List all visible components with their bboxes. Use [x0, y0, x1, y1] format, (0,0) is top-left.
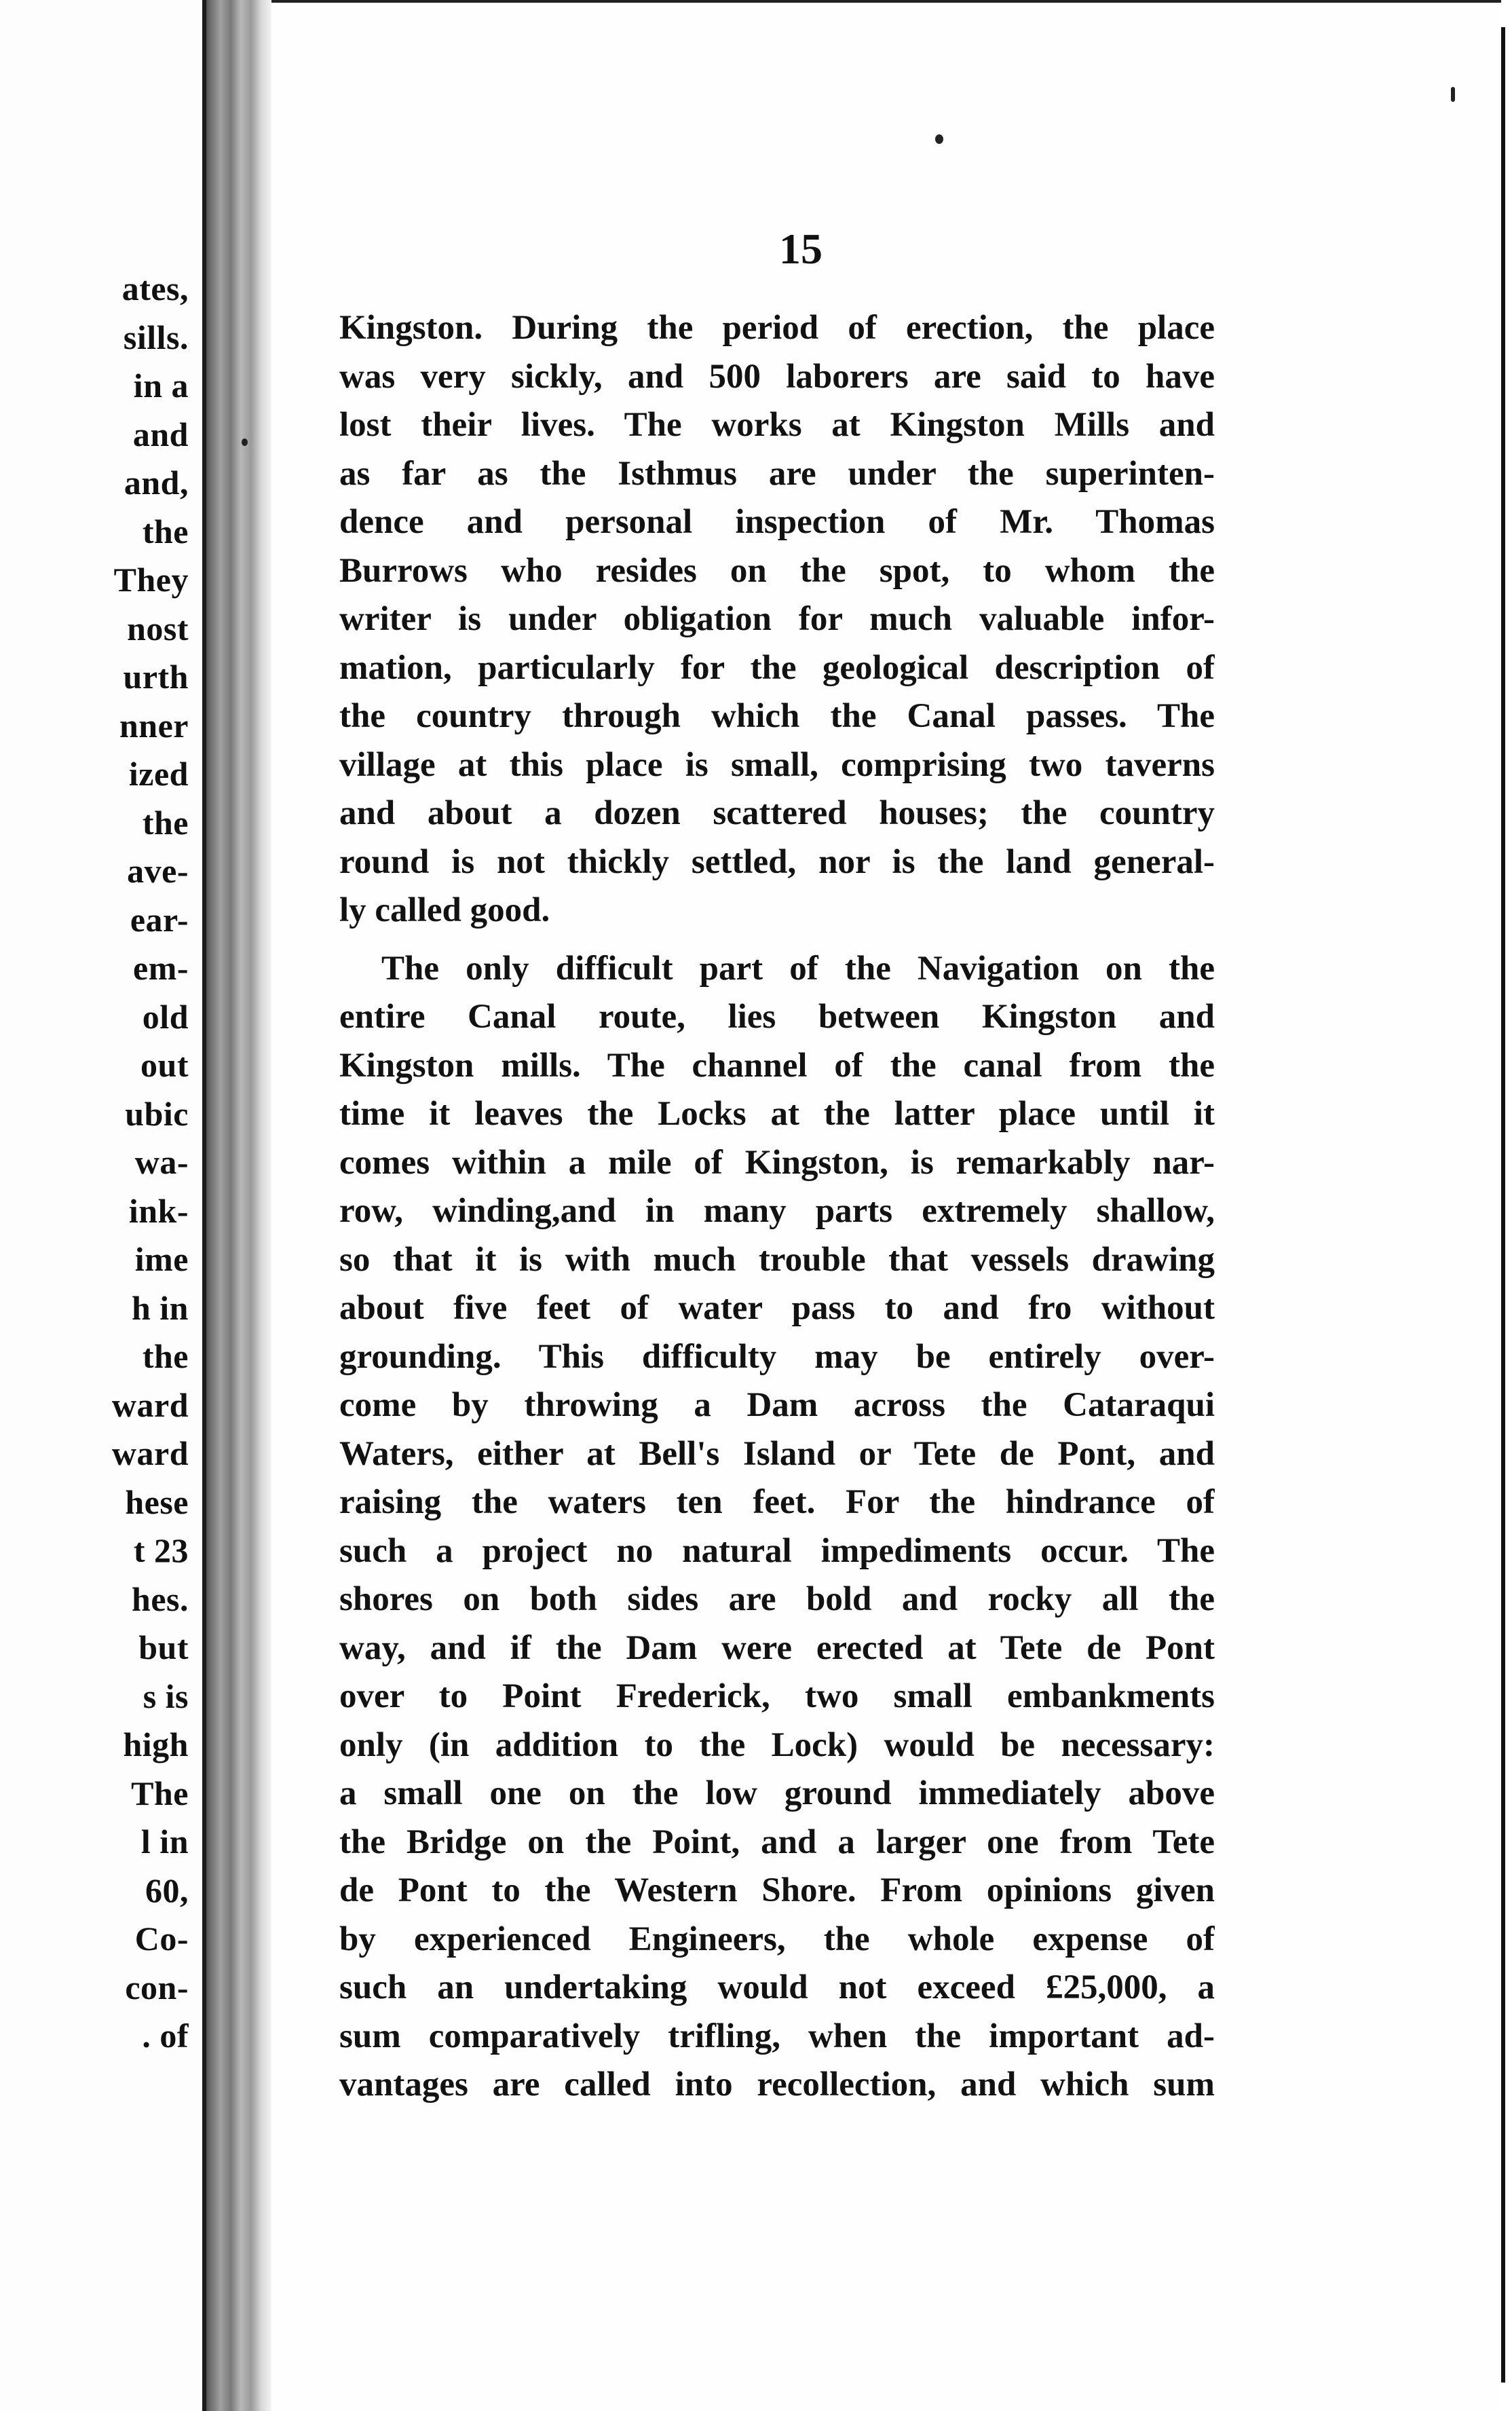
- previous-page-line-ending: l in: [140, 1823, 189, 1861]
- gutter-edge: [202, 0, 206, 2411]
- previous-page-line-ending: hes.: [132, 1580, 189, 1618]
- text-line: grounding. This difficulty may be entirely over-: [339, 1337, 1215, 1376]
- previous-page-line-ending: ink-: [128, 1191, 189, 1230]
- text-line: ly called good.: [339, 891, 550, 929]
- text-line: raising the waters ten feet. For the hindrance of: [339, 1483, 1215, 1521]
- text-line: only (in addition to the Lock) would be necessary:: [339, 1725, 1215, 1764]
- previous-page-line-ending: sills.: [123, 318, 189, 356]
- text-line: such an undertaking would not exceed £25,000, a: [339, 1968, 1215, 2006]
- text-line: lost their lives. The works at Kingston Mills and: [339, 406, 1215, 444]
- previous-page-line-ending: ates,: [121, 269, 189, 307]
- previous-page-line-ending: the: [142, 803, 189, 842]
- text-line: about five feet of water pass to and fro without: [339, 1289, 1215, 1327]
- previous-page-line-ending: in a: [133, 367, 189, 405]
- body-text: [339, 304, 1215, 2110]
- page-number: 15: [779, 225, 823, 273]
- previous-page-line-ending: urth: [123, 658, 189, 696]
- text-line: so that it is with much trouble that vessels drawing: [339, 1240, 1215, 1279]
- previous-page-line-ending: wa-: [134, 1143, 189, 1181]
- text-line: way, and if the Dam were erected at Tete de Pont: [339, 1628, 1215, 1667]
- text-line: Kingston. During the period of erection, the place: [339, 309, 1215, 347]
- text-line: such a project no natural impediments occur. The: [339, 1531, 1215, 1570]
- previous-page-line-ending: ized: [128, 755, 189, 793]
- text-line: comes within a mile of Kingston, is remarkably nar-: [339, 1143, 1215, 1182]
- paragraph: [339, 945, 1215, 2110]
- previous-page-fragment: [0, 0, 204, 2411]
- text-line: and about a dozen scattered houses; the country: [339, 794, 1215, 832]
- text-line: the country through which the Canal passes. The: [339, 697, 1215, 735]
- text-line: Waters, either at Bell's Island or Tete de Pont, and: [339, 1434, 1215, 1473]
- text-line: a small one on the low ground immediately above: [339, 1774, 1215, 1812]
- text-line: row, winding,and in many parts extremely shallow,: [339, 1192, 1215, 1230]
- scan-speck: [1451, 87, 1455, 102]
- previous-page-line-ending: 60,: [145, 1871, 189, 1909]
- text-line: shores on both sides are bold and rocky all the: [339, 1580, 1215, 1618]
- text-line: Burrows who resides on the spot, to whom the: [339, 551, 1215, 590]
- previous-page-line-ending: ubic: [125, 1094, 189, 1133]
- previous-page-line-ending: and,: [124, 464, 189, 502]
- previous-page-line-ending: . of: [142, 2017, 189, 2055]
- previous-page-line-ending: ward: [111, 1434, 189, 1472]
- text-line: come by throwing a Dam across the Cataraqui: [339, 1386, 1215, 1424]
- previous-page-line-ending: ear-: [130, 900, 189, 939]
- binding-gutter: [204, 0, 271, 2411]
- previous-page-line-ending: ave-: [127, 852, 189, 890]
- text-line: village at this place is small, comprising two taverns: [339, 745, 1215, 784]
- text-line: de Pont to the Western Shore. From opinions given: [339, 1871, 1215, 1909]
- text-line: sum comparatively trifling, when the important ad-: [339, 2017, 1215, 2055]
- previous-page-line-ending: They: [113, 561, 189, 599]
- previous-page-line-ending: nner: [119, 706, 189, 745]
- previous-page-line-ending: out: [140, 1046, 189, 1084]
- previous-page-line-ending: The: [131, 1774, 189, 1812]
- page-right-edge: [1501, 27, 1505, 2382]
- text-line: time it leaves the Locks at the latter place until it: [339, 1095, 1215, 1133]
- previous-page-line-ending: ime: [134, 1240, 189, 1278]
- text-line: Kingston mills. The channel of the canal from the: [339, 1046, 1215, 1085]
- previous-page-line-ending: high: [123, 1725, 189, 1763]
- previous-page-line-ending: em-: [133, 949, 189, 987]
- previous-page-line-ending: ward: [111, 1385, 189, 1424]
- previous-page-line-ending: hese: [125, 1482, 189, 1521]
- previous-page-line-ending: s is: [143, 1677, 189, 1715]
- previous-page-line-ending: con-: [125, 1968, 189, 2006]
- scan-speck: [242, 438, 248, 446]
- scan-speck: [935, 134, 943, 144]
- text-line: round is not thickly settled, nor is the land general-: [339, 842, 1215, 881]
- previous-page-line-ending: t 23: [133, 1531, 189, 1569]
- text-line: mation, particularly for the geological description of: [339, 648, 1215, 687]
- text-line: by experienced Engineers, the whole expense of: [339, 1920, 1215, 1958]
- previous-page-line-ending: the: [142, 1337, 189, 1375]
- previous-page-line-ending: Co-: [134, 1920, 189, 1958]
- text-line: writer is under obligation for much valuable infor-: [339, 600, 1215, 638]
- paragraph: [339, 304, 1215, 935]
- previous-page-line-ending: nost: [127, 609, 189, 648]
- previous-page-line-ending: and: [132, 415, 189, 453]
- previous-page-line-ending: the: [142, 512, 189, 550]
- text-line: dence and personal inspection of Mr. Thomas: [339, 503, 1215, 541]
- previous-page-line-ending: h in: [131, 1288, 189, 1327]
- previous-page-line-ending: but: [138, 1628, 189, 1666]
- previous-page-line-ending: old: [142, 997, 189, 1036]
- text-line: vantages are called into recollection, and which sum: [339, 2066, 1215, 2104]
- previous-page-line-endings: [112, 265, 189, 2061]
- text-line: the Bridge on the Point, and a larger one from Tete: [339, 1823, 1215, 1861]
- text-line: entire Canal route, lies between Kingston and: [339, 998, 1215, 1036]
- text-line: as far as the Isthmus are under the superinten-: [339, 454, 1215, 493]
- page-top-edge: [271, 0, 1501, 3]
- text-line: over to Point Frederick, two small embankments: [339, 1677, 1215, 1715]
- text-line: The only difficult part of the Navigation on the: [381, 949, 1215, 988]
- text-line: was very sickly, and 500 laborers are said to have: [339, 357, 1215, 396]
